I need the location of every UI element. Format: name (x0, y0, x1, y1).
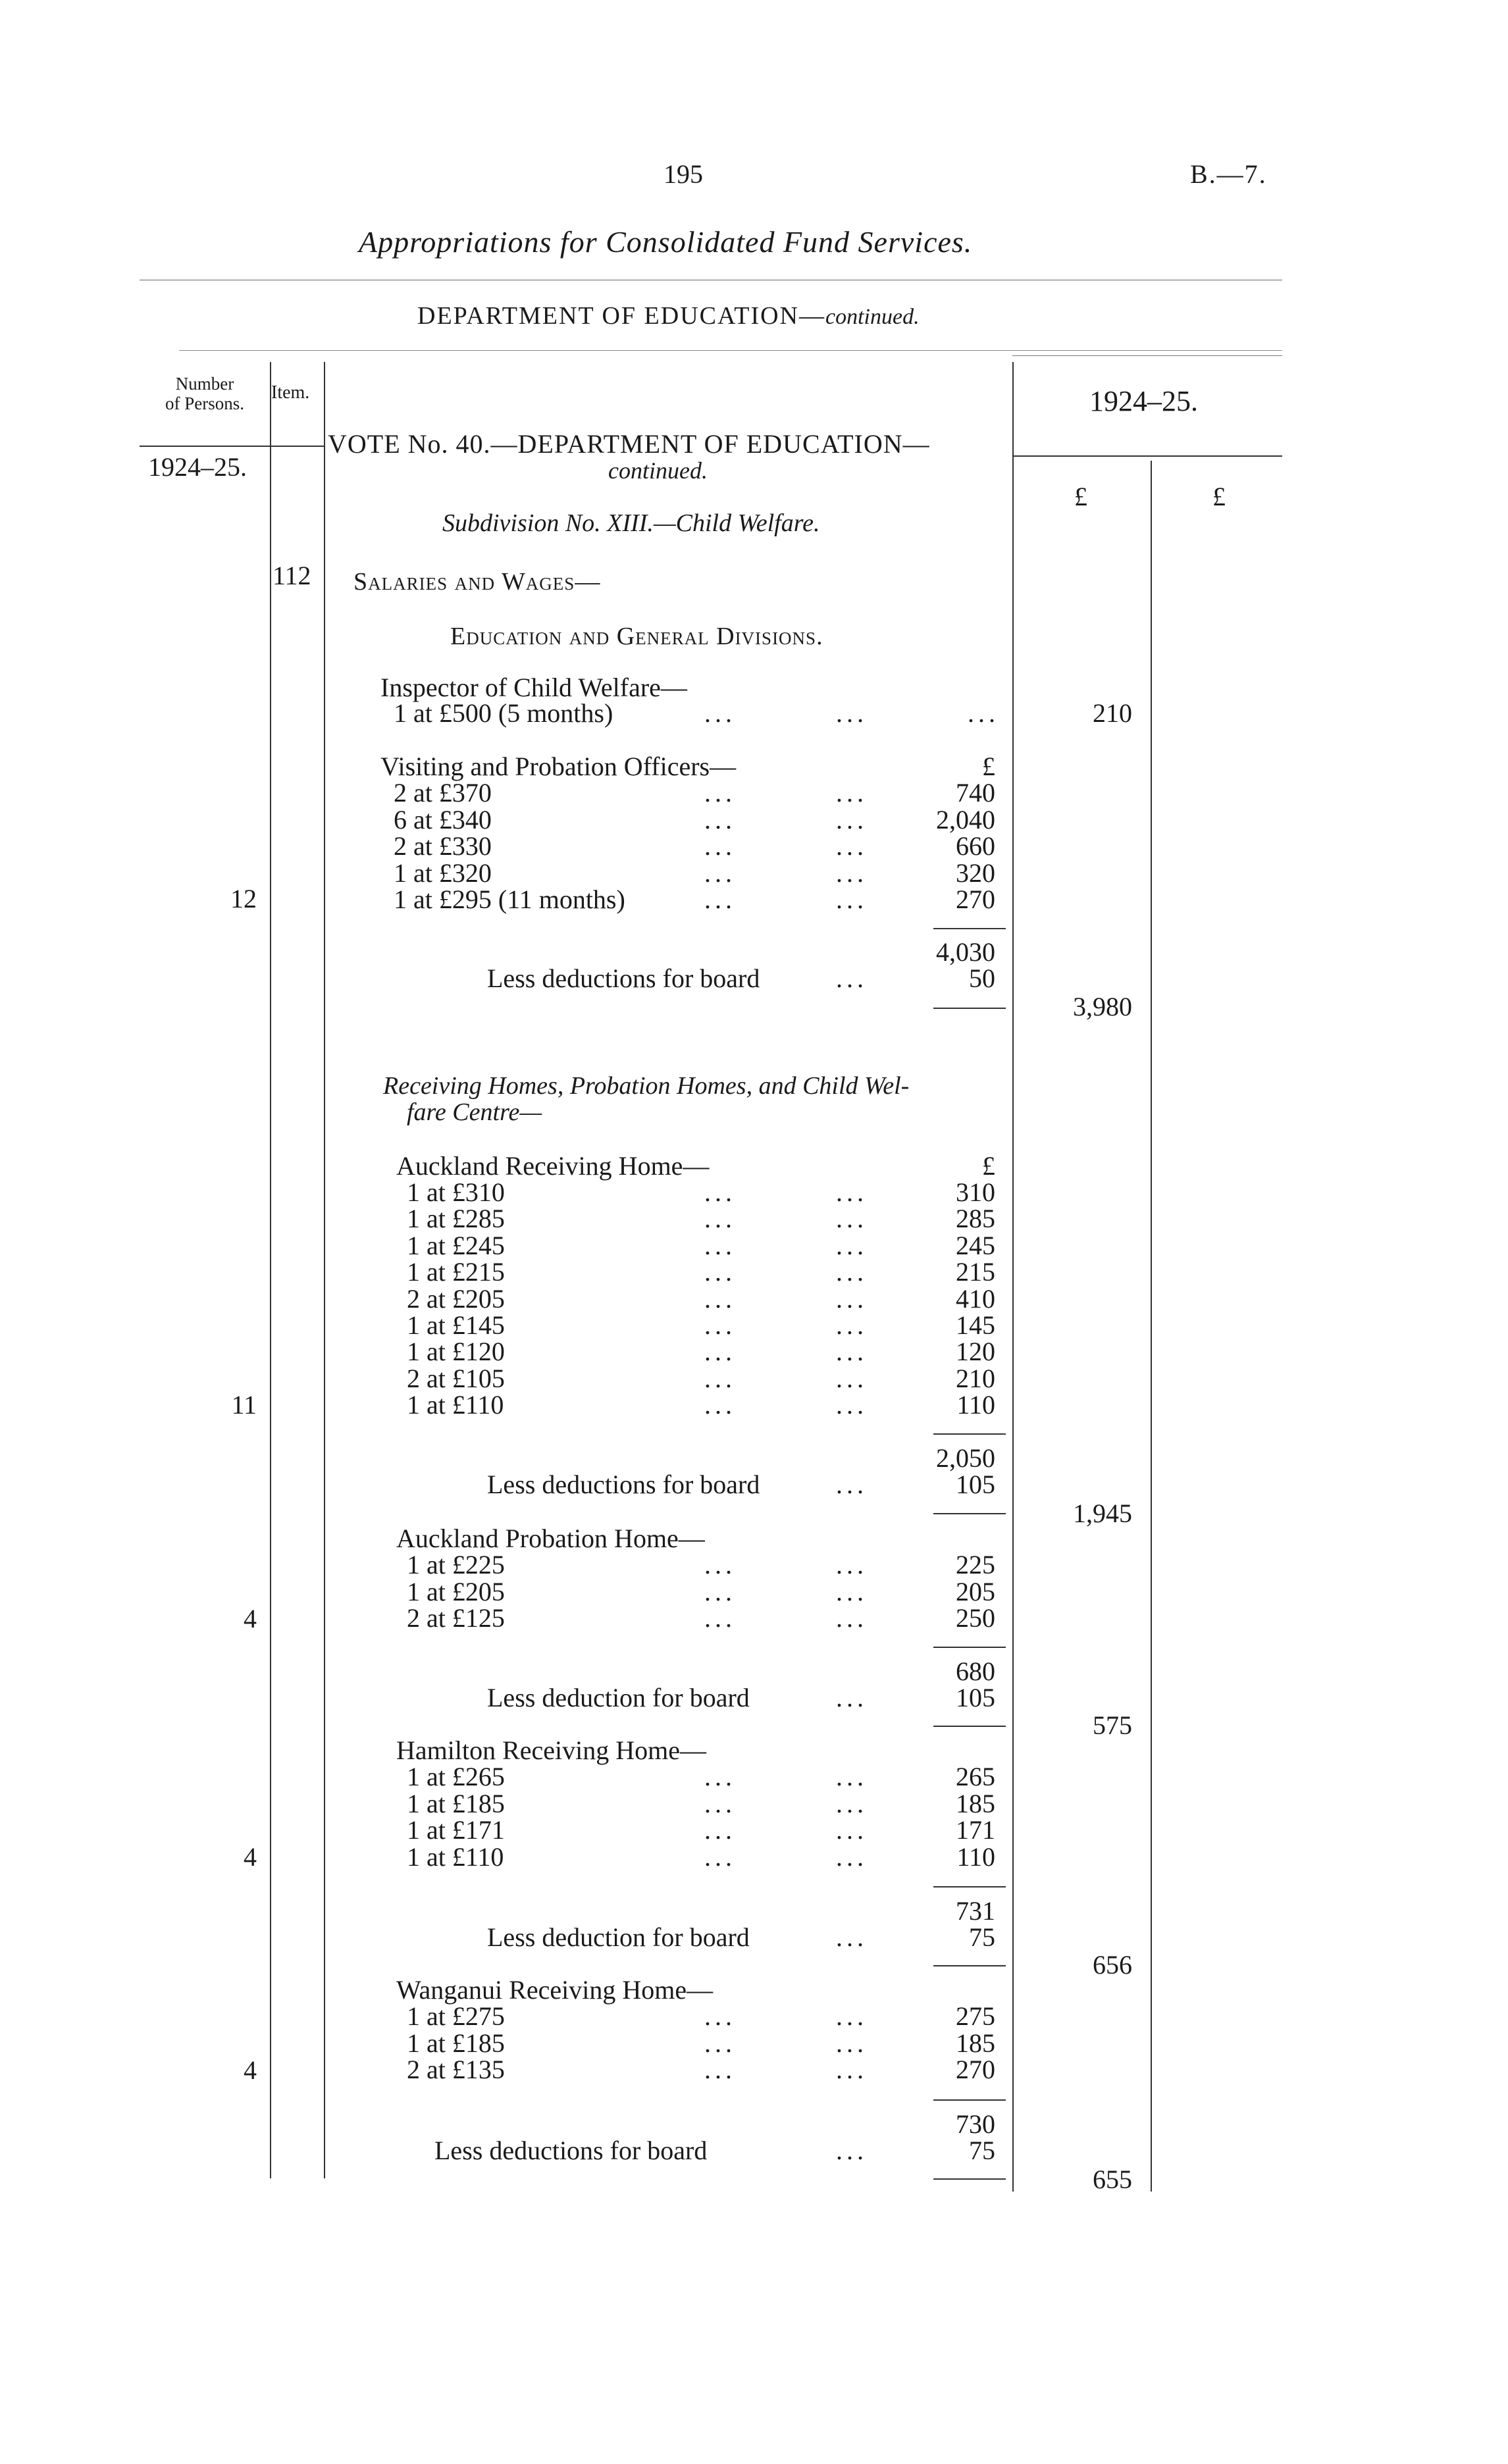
auckland-receiving-row-leaders: ... (836, 1390, 868, 1420)
auckland-receiving-row-amount: 215 (956, 1257, 995, 1287)
auckland-receiving-row-leaders: ... (836, 1337, 868, 1367)
auckland-probation-row-desc: 1 at £225 (407, 1550, 505, 1579)
page-number: 195 (663, 159, 703, 189)
wanganui-less-rule (933, 2178, 1006, 2180)
auckland-receiving-row-desc: 2 at £205 (407, 1283, 505, 1314)
hamilton-row-amount: 171 (956, 1815, 995, 1845)
visiting-row-leaders: ... (836, 885, 868, 914)
auckland-receiving-row-desc: 1 at £145 (407, 1310, 505, 1340)
visiting-row-leaders: ... (704, 831, 736, 861)
auckland-receiving-row-desc: 1 at £245 (407, 1230, 505, 1260)
visiting-row-amount: 270 (956, 885, 995, 914)
auckland-probation-row-amount: 205 (956, 1576, 995, 1606)
receiving-heading-line1: Receiving Homes, Probation Homes, and Child Wel- (383, 1072, 910, 1100)
column-divider-totals (1151, 461, 1152, 2192)
auckland-receiving-row-leaders: ... (704, 1363, 736, 1393)
inspector-leaders-3: ... (968, 698, 999, 728)
divisions-heading: Education and General Divisions. (450, 623, 823, 650)
department-heading (417, 303, 920, 330)
visiting-row-desc: 2 at £330 (394, 831, 492, 861)
top-rule-right (1012, 355, 1282, 356)
visiting-row-amount: 660 (956, 831, 995, 861)
auckland-probation-less-amount: 105 (956, 1683, 995, 1712)
auckland-receiving-row-leaders: ... (836, 1363, 868, 1393)
visiting-row-amount: 740 (956, 778, 995, 808)
auckland-receiving-row-amount: 110 (956, 1390, 995, 1420)
auckland-receiving-row-desc: 1 at £215 (407, 1257, 505, 1287)
auckland-probation-subtotal: 680 (956, 1656, 995, 1686)
department-suffix: continued. (825, 305, 920, 329)
auckland-receiving-subtotal-rule (933, 1433, 1006, 1435)
auckland-receiving-row-desc: 1 at £285 (407, 1204, 505, 1234)
hamilton-row-leaders: ... (704, 1815, 736, 1845)
auckland-receiving-less-label: Less deductions for board (487, 1470, 760, 1499)
subdivision-heading: Subdivision No. XIII.—Child Welfare. (442, 509, 820, 537)
visiting-pound: £ (982, 752, 995, 781)
wanganui-less-leaders: ... (836, 2136, 868, 2165)
auckland-receiving-row-leaders: ... (836, 1177, 868, 1207)
auckland-receiving-persons: 11 (231, 1390, 257, 1420)
visiting-row-amount: 320 (956, 858, 995, 888)
auckland-receiving-row-leaders: ... (704, 1283, 736, 1314)
wanganui-row-leaders: ... (836, 2028, 868, 2058)
visiting-row-leaders: ... (704, 885, 736, 914)
hamilton-heading: Hamilton Receiving Home— (396, 1735, 707, 1765)
inspector-total: 210 (1093, 698, 1132, 728)
hamilton-persons: 4 (244, 1842, 257, 1872)
auckland-probation-less-label: Less deduction for board (487, 1683, 750, 1712)
visiting-row-desc: 1 at £295 (11 months) (394, 885, 625, 914)
visiting-heading: Visiting and Probation Officers— (380, 752, 737, 781)
auckland-probation-row-desc: 2 at £125 (407, 1603, 505, 1633)
auckland-probation-row-amount: 250 (956, 1603, 995, 1633)
auckland-probation-subtotal-rule (933, 1647, 1006, 1648)
auckland-receiving-row-amount: 245 (956, 1230, 995, 1260)
auckland-receiving-row-desc: 2 at £105 (407, 1363, 505, 1393)
auckland-receiving-row-leaders: ... (704, 1310, 736, 1340)
hamilton-row-desc: 1 at £171 (407, 1815, 505, 1845)
receiving-heading-line2: fare Centre— (407, 1098, 542, 1126)
hamilton-row-amount: 265 (956, 1762, 995, 1791)
visiting-subtotal-rule (933, 928, 1006, 929)
salaries-heading: Salaries and Wages— (353, 568, 601, 596)
auckland-receiving-less-amount: 105 (956, 1470, 995, 1499)
visiting-total: 3,980 (1073, 992, 1132, 1021)
number-of-persons-header (140, 374, 270, 413)
auckland-receiving-less-rule (933, 1513, 1006, 1514)
hamilton-row-leaders: ... (836, 1815, 868, 1845)
hamilton-less-label: Less deduction for board (487, 1922, 750, 1952)
year-left-header: 1924–25. (148, 452, 247, 482)
vote-title-continued: continued. (608, 457, 708, 484)
pound-column-header-total: £ (1212, 482, 1226, 511)
auckland-receiving-row-desc: 1 at £310 (407, 1177, 505, 1207)
auckland-receiving-less-leaders: ... (836, 1470, 868, 1499)
visiting-row-leaders: ... (704, 858, 736, 888)
auckland-probation-row-leaders: ... (836, 1576, 868, 1606)
auckland-receiving-row-amount: 410 (956, 1283, 995, 1314)
auckland-receiving-row-leaders: ... (836, 1283, 868, 1314)
persons-header-rule (140, 446, 324, 447)
auckland-receiving-total: 1,945 (1073, 1499, 1132, 1528)
item-column-header: Item. (271, 382, 310, 403)
visiting-less-leaders: ... (836, 963, 868, 993)
auckland-probation-row-leaders: ... (836, 1603, 868, 1633)
wanganui-row-leaders: ... (704, 2001, 736, 2031)
wanganui-row-leaders: ... (836, 2001, 868, 2031)
auckland-receiving-row-leaders: ... (836, 1257, 868, 1287)
visiting-row-leaders: ... (704, 778, 736, 808)
hamilton-row-leaders: ... (836, 1788, 868, 1818)
visiting-row-leaders: ... (836, 831, 868, 861)
auckland-probation-row-amount: 225 (956, 1550, 995, 1579)
auckland-receiving-subtotal: 2,050 (936, 1443, 995, 1473)
hamilton-less-leaders: ... (836, 1922, 868, 1952)
visiting-row-desc: 2 at £370 (394, 778, 492, 808)
wanganui-row-leaders: ... (704, 2028, 736, 2058)
hamilton-row-leaders: ... (836, 1841, 868, 1872)
auckland-probation-total: 575 (1093, 1710, 1132, 1740)
wanganui-subtotal-rule (933, 2099, 1006, 2101)
wanganui-row-leaders: ... (836, 2055, 868, 2084)
visiting-row-desc: 6 at £340 (394, 804, 492, 834)
auckland-receiving-row-desc: 1 at £110 (407, 1390, 504, 1420)
visiting-row-amount: 2,040 (936, 804, 995, 834)
hamilton-row-amount: 185 (956, 1788, 995, 1818)
visiting-persons: 12 (230, 884, 257, 913)
wanganui-row-amount: 270 (956, 2055, 995, 2084)
hamilton-row-leaders: ... (704, 1788, 736, 1818)
auckland-probation-less-rule (933, 1726, 1006, 1727)
column-divider-subamount (1012, 362, 1014, 2192)
hamilton-row-leaders: ... (704, 1841, 736, 1872)
inspector-leaders-2: ... (836, 698, 868, 728)
auckland-receiving-row-amount: 120 (956, 1337, 995, 1367)
wanganui-row-desc: 2 at £135 (407, 2055, 505, 2084)
year-right-header: 1924–25. (1089, 385, 1198, 417)
wanganui-heading: Wanganui Receiving Home— (396, 1975, 714, 2005)
auckland-receiving-heading: Auckland Receiving Home— (396, 1151, 710, 1181)
auckland-receiving-row-leaders: ... (704, 1257, 736, 1287)
visiting-less-label: Less deductions for board (487, 963, 760, 993)
auckland-probation-row-leaders: ... (704, 1576, 736, 1606)
auckland-probation-row-leaders: ... (704, 1603, 736, 1633)
auckland-receiving-row-leaders: ... (704, 1390, 736, 1420)
inspector-line: 1 at £500 (5 months) (394, 698, 613, 728)
visiting-row-leaders: ... (836, 778, 868, 808)
hamilton-row-amount: 110 (956, 1841, 995, 1872)
wanganui-less-label: Less deductions for board (434, 2136, 708, 2165)
auckland-probation-less-leaders: ... (836, 1683, 868, 1712)
number-of-persons-line1: Number (175, 374, 234, 394)
auckland-probation-heading: Auckland Probation Home— (396, 1524, 705, 1553)
column-divider-persons-item (270, 362, 271, 2178)
auckland-receiving-pound: £ (982, 1151, 995, 1181)
wanganui-subtotal: 730 (956, 2109, 995, 2139)
number-of-persons-line2: of Persons. (165, 394, 244, 413)
auckland-receiving-row-leaders: ... (836, 1310, 868, 1340)
wanganui-row-desc: 1 at £185 (407, 2028, 505, 2058)
auckland-probation-row-leaders: ... (704, 1550, 736, 1579)
auckland-receiving-row-leaders: ... (704, 1204, 736, 1234)
document-reference: B.—7. (1190, 159, 1267, 189)
wanganui-row-amount: 275 (956, 2001, 995, 2031)
item-number: 112 (273, 561, 311, 590)
auckland-receiving-row-leaders: ... (704, 1230, 736, 1260)
auckland-probation-row-desc: 1 at £205 (407, 1576, 505, 1606)
visiting-less-amount: 50 (969, 963, 995, 993)
auckland-receiving-row-leaders: ... (836, 1230, 868, 1260)
wanganui-less-amount: 75 (969, 2136, 995, 2165)
inspector-leaders: ... (704, 698, 736, 728)
hamilton-row-desc: 1 at £265 (407, 1762, 505, 1791)
auckland-receiving-row-amount: 285 (956, 1204, 995, 1234)
wanganui-row-desc: 1 at £275 (407, 2001, 505, 2031)
hamilton-row-desc: 1 at £185 (407, 1788, 505, 1818)
auckland-receiving-row-leaders: ... (704, 1177, 736, 1207)
auckland-receiving-row-desc: 1 at £120 (407, 1337, 505, 1367)
wanganui-row-leaders: ... (704, 2055, 736, 2084)
hamilton-total: 656 (1093, 1950, 1132, 1980)
year-header-rule (1012, 455, 1282, 457)
hamilton-row-leaders: ... (704, 1762, 736, 1791)
vote-title: VOTE No. 40.—DEPARTMENT OF EDUCATION— (328, 429, 930, 459)
wanganui-row-amount: 185 (956, 2028, 995, 2058)
page-title: Appropriations for Consolidated Fund Services. (359, 225, 973, 259)
department-name: DEPARTMENT OF EDUCATION— (417, 302, 825, 330)
hamilton-row-desc: 1 at £110 (407, 1841, 504, 1872)
visiting-row-leaders: ... (704, 804, 736, 834)
visiting-row-leaders: ... (836, 858, 868, 888)
wanganui-persons: 4 (244, 2055, 257, 2085)
hamilton-row-leaders: ... (836, 1762, 868, 1791)
visiting-row-desc: 1 at £320 (394, 858, 492, 888)
column-divider-item-description (324, 362, 325, 2178)
visiting-less-rule (933, 1008, 1006, 1009)
department-rule (179, 350, 1282, 351)
auckland-receiving-row-leaders: ... (704, 1337, 736, 1367)
hamilton-less-amount: 75 (969, 1922, 995, 1952)
visiting-subtotal: 4,030 (936, 937, 995, 967)
hamilton-subtotal: 731 (956, 1896, 995, 1926)
auckland-probation-persons: 4 (244, 1604, 257, 1633)
pound-column-header: £ (1074, 482, 1087, 511)
inspector-heading: Inspector of Child Welfare— (380, 673, 687, 702)
auckland-probation-row-leaders: ... (836, 1550, 868, 1579)
hamilton-less-rule (933, 1965, 1006, 1966)
visiting-row-leaders: ... (836, 804, 868, 834)
auckland-receiving-row-amount: 210 (956, 1363, 995, 1393)
auckland-receiving-row-amount: 310 (956, 1177, 995, 1207)
auckland-receiving-row-leaders: ... (836, 1204, 868, 1234)
wanganui-total: 655 (1093, 2165, 1132, 2194)
auckland-receiving-row-amount: 145 (956, 1310, 995, 1340)
hamilton-subtotal-rule (933, 1886, 1006, 1887)
